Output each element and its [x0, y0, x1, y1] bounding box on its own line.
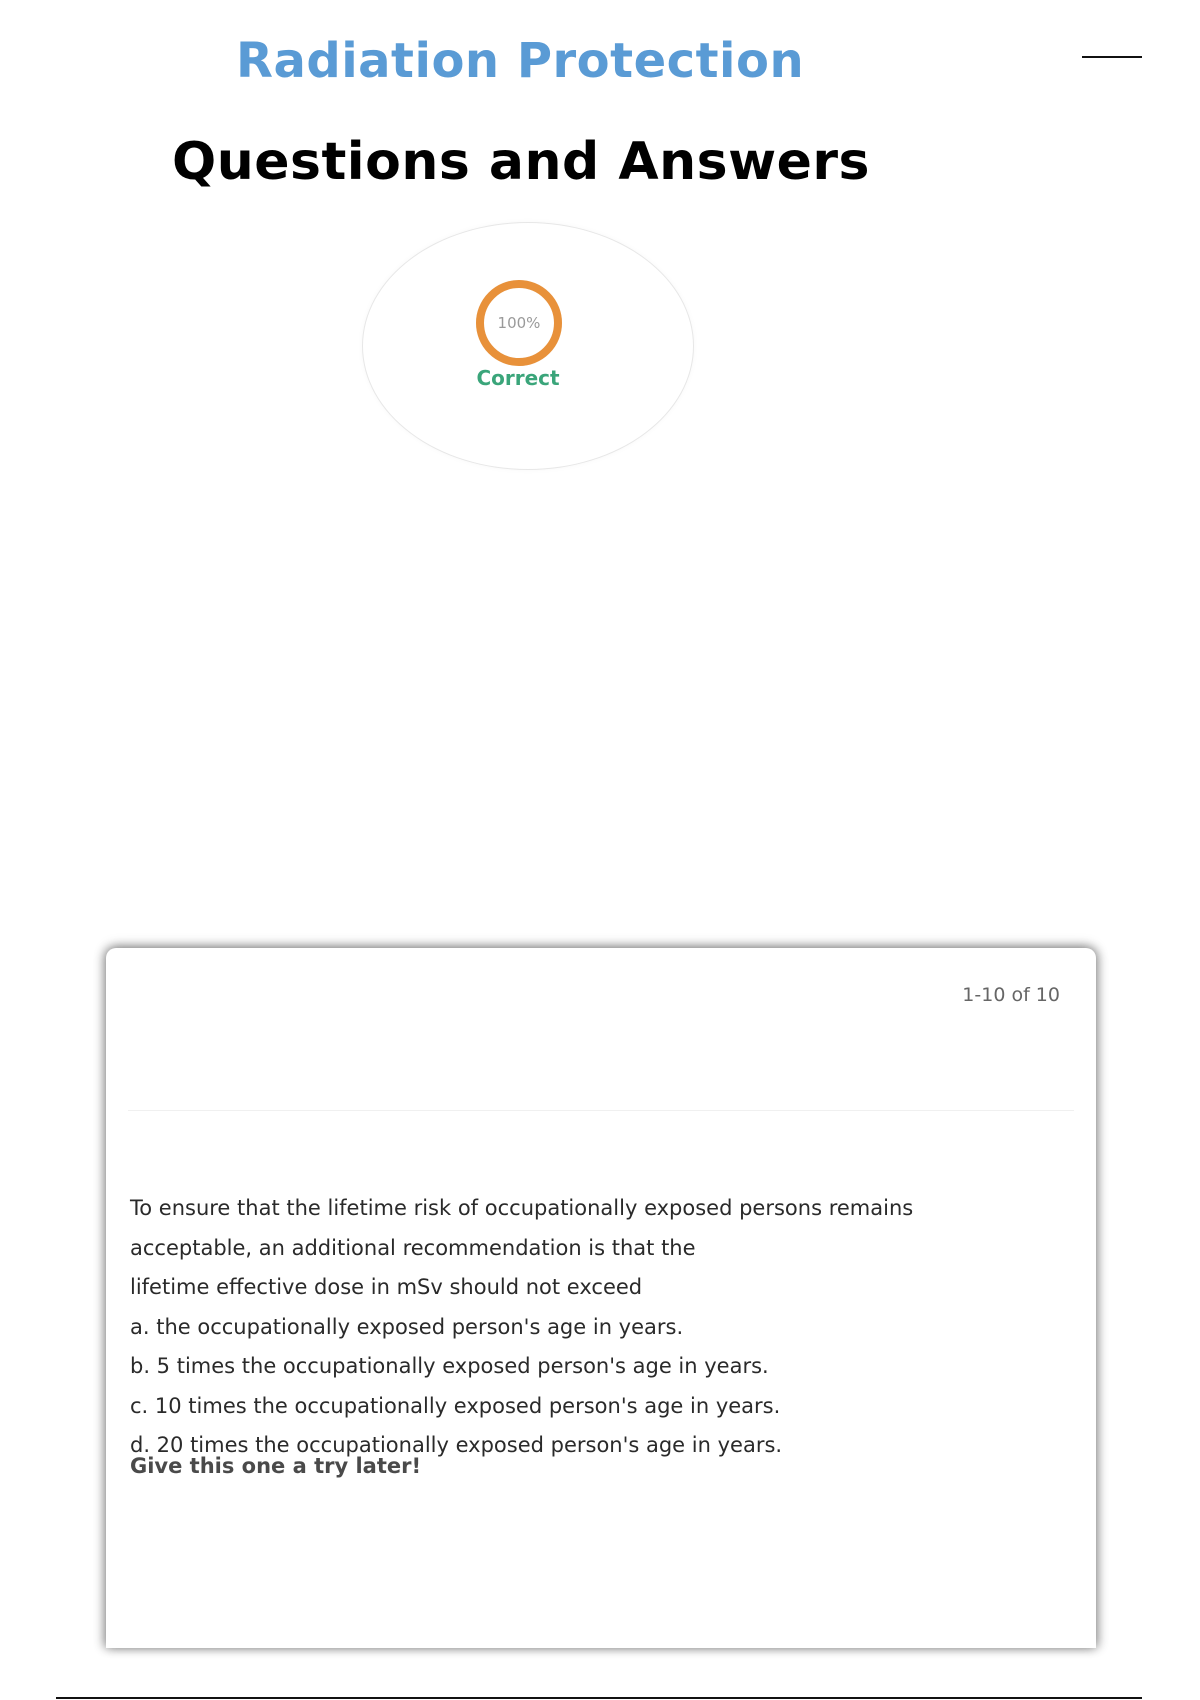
question-line: lifetime effective dose in mSv should not exceed	[130, 1275, 643, 1299]
bottom-rule	[56, 1697, 1142, 1699]
question-line: To ensure that the lifetime risk of occupationally exposed persons remains	[130, 1196, 914, 1220]
page-title: Radiation Protection	[236, 33, 805, 89]
question-line: acceptable, an additional recommendation is that the	[130, 1235, 696, 1260]
question-card	[106, 948, 1096, 1648]
answer-option-c: c. 10 times the occupationally exposed person's age in years.	[130, 1393, 781, 1418]
question-block	[130, 1189, 1070, 1466]
card-divider	[128, 1110, 1074, 1111]
answer-option-b: b. 5 times the occupationally exposed person's age in years.	[130, 1354, 769, 1378]
pagination-count: 1-10 of 10	[962, 984, 1060, 1006]
feedback-message: Give this one a try later!	[130, 1454, 422, 1478]
score-badge	[362, 222, 694, 470]
score-label: Correct	[476, 366, 560, 390]
answer-option-a: a. the occupationally exposed person's age in years.	[130, 1314, 684, 1339]
score-percent: 100%	[497, 314, 541, 332]
answer-option-d: d. 20 times the occupationally exposed person's age in years.	[130, 1433, 783, 1457]
page-subtitle: Questions and Answers	[172, 132, 870, 192]
top-right-rule	[1082, 56, 1142, 58]
